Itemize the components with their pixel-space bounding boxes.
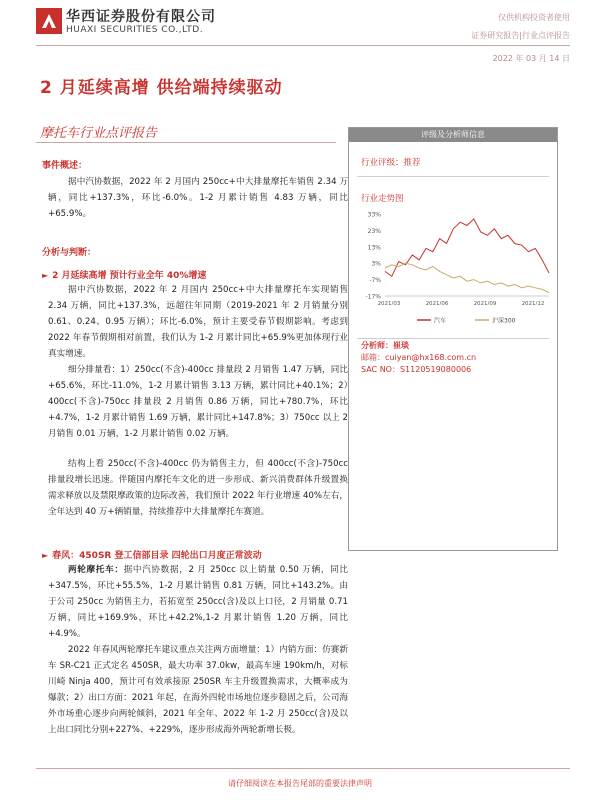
y-tick-label: 3% [371, 260, 381, 268]
sidebar-header: 评级及分析师信息 [349, 128, 557, 142]
analyst-label: 分析师： [361, 341, 393, 350]
analyst-email[interactable]: 邮箱：cuiyan@hx168.com.cn [361, 353, 477, 362]
company-name-en: HUAXI SECURITIES CO.,LTD. [66, 25, 204, 35]
industry-rating: 行业评级：推荐 [361, 158, 421, 168]
y-tick-label: 23% [367, 227, 381, 235]
audience-note: 仅供机构投资者使用 [498, 13, 570, 22]
x-tick-label: 2021/03 [377, 301, 401, 307]
chart-title: 行业走势图 [361, 194, 404, 204]
analyst-info [361, 340, 476, 376]
y-tick-label: -7% [369, 277, 381, 285]
report-title: 2 月延续高增 供给端持续驱动 [40, 78, 283, 98]
sidebar-divider [357, 338, 549, 339]
paragraph-2: 细分排量看：1）250cc(不含)-400cc 排量段 2 月销售 1.47 万辆，同比+65.6%，环比-11.0%，1-2 月累计销售 3.13 万辆，累计同比+40.1%；2）400cc(不含)-750cc 排量段 2 月销售 0.86 万辆，同比+780.7%，环比+4.7%，1-2 月累计销售 1.69 万辆，累计同比+147.8%；3）750cc 以上 2 月销售 0.01 万辆，1-2 月累计销售 0.02 万辆。 [48, 365, 348, 439]
report-type: 证券研究报告|行业点评报告 [471, 31, 570, 40]
paragraph-4-lead: 两轮摩托车： [68, 565, 124, 575]
bullet-1-title: 2 月延续高增 预计行业全年 40%增速 [52, 271, 207, 281]
report-date: 2022 年 03 月 14 日 [492, 54, 570, 63]
rating-sidebar [348, 127, 558, 551]
header-divider [36, 45, 570, 46]
series-line-hs300 [385, 263, 549, 293]
company-name-cn: 华西证券股份有限公司 [66, 9, 216, 25]
paragraph-3: 结构上看 250cc(不含)-400cc 仍为销售主力，但 400cc(不含)-750cc 排量段增长迅速。伴随国内摩托车文化的进一步形成、新兴消费群体升级置换需求释放以及禁限摩政策的边际改善，我们预计 2022 年行业增速 40%左右，全年达到 40 万+辆销量，持续推荐中大排量摩托车赛道。 [48, 459, 348, 517]
paragraph-4-body: 据中汽协数据，2 月 250cc 以上销量 0.50 万辆，同比+347.5%，环比+55.5%，1-2 月累计销售 0.81 万辆，同比+143.2%。由于公司 250cc 为销售主力，若拓宽至 250cc(含)及以上口径，2 月销量 0.71 万辆，同比+169.9%，环比+42.2%,1-2 月累计销售 1.20 万辆，同比+4.9%。 [48, 565, 348, 639]
legend-label: 汽车 [434, 317, 447, 325]
y-tick-label: 13% [367, 244, 381, 252]
triangle-bullet-icon: ► [42, 271, 49, 280]
analyst-name: 崔琰 [393, 341, 409, 350]
industry-trend-chart [355, 208, 555, 336]
x-tick-label: 2021/12 [521, 301, 545, 307]
x-tick-label: 2021/09 [473, 301, 497, 307]
paragraph-1: 据中汽协数据，2022 年 2 月国内 250cc+中大排量摩托车实现销售 2.34 万辆，同比+137.3%，远超往年同期（2019-2021 年 2 月销量分别 0.61、0.24、0.95 万辆）；环比-6.0%，预计主要受春节假期影响。考虑到 2022 年春节假期相对前置，我们认为 1-2 月累计同比+65.9%更加体现行业真实增速。 [48, 285, 348, 359]
triangle-bullet-icon: ► [42, 551, 49, 560]
analyst-sac: SAC NO：S1120519080006 [361, 365, 472, 374]
legal-notice[interactable]: 请仔细阅读在本报告尾部的重要法律声明 [228, 779, 372, 788]
paragraph-4 [48, 562, 348, 642]
report-subtitle: 摩托车行业点评报告 [40, 126, 158, 141]
y-tick-label: -17% [365, 293, 381, 301]
paragraph-5: 2022 年春风两轮摩托车建议重点关注两方面增量：1）内销方面：仿赛新车 SR-C21 正式定名 450SR，最大功率 37.0kw，最高车速 190km/h，对标川崎 Ninja 400，预计可有效承接原 250SR 车主升级置换需求，大概率成为爆款；2）出口方面：2021 年起，在海外四轮市场地位逐步稳固之后，公司海外市场重心逐步向两轮倾斜，2021 年全年、2022 年 1-2 月 250cc(含)及以上出口同比分别+227%、+229%，逐步形成海外两轮新增长极。 [48, 645, 348, 735]
legend-label: 沪深300 [492, 317, 516, 325]
event-heading: 事件概述： [42, 161, 88, 171]
y-tick-label: 33% [367, 211, 381, 219]
company-logo-icon [36, 8, 62, 34]
bullet-2 [42, 548, 262, 561]
x-tick-label: 2021/06 [425, 301, 449, 307]
subtitle-divider [36, 142, 336, 143]
analyst-line [361, 340, 476, 352]
bullet-2-title: 春风：450SR 登工信部目录 四轮出口月度正常波动 [52, 551, 262, 561]
sidebar-divider [357, 176, 549, 177]
footer-divider [36, 768, 570, 769]
analysis-heading: 分析与判断： [42, 248, 97, 258]
series-line-auto [385, 219, 549, 276]
event-text: 据中汽协数据，2022 年 2 月国内 250cc+中大排量摩托车销售 2.34 万辆，同比+137.3%，环比-6.0%。1-2 月累计销售 4.83 万辆，同比+65.9%。 [48, 177, 348, 219]
bullet-1 [42, 268, 206, 281]
